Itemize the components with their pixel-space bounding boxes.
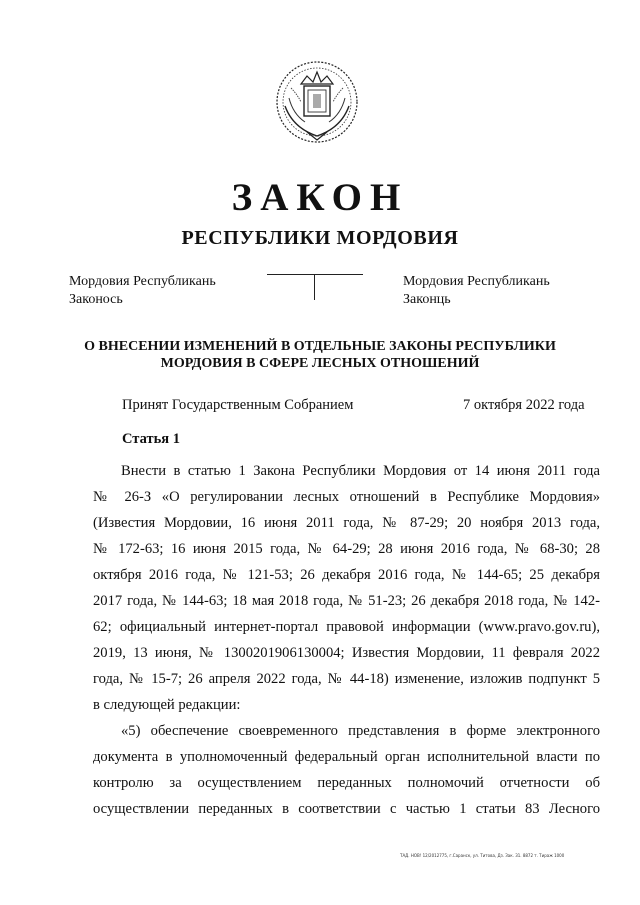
law-title: ЗАКОН bbox=[231, 176, 409, 219]
article-1-paragraph-2 bbox=[93, 718, 600, 822]
mordvin-left-line2: Законось bbox=[69, 292, 123, 307]
mordvin-left-line1: Мордовия Республикань bbox=[69, 274, 216, 289]
law-heading-line2: МОРДОВИЯ В СФЕРЕ ЛЕСНЫХ ОТНОШЕНИЙ bbox=[160, 356, 480, 371]
article-1-body bbox=[93, 458, 600, 822]
text-line: № 26-З «О регулировании лесных отношений в Республике Мордовия» bbox=[93, 489, 600, 505]
text-line: контролю за осуществлением переданных полномочий отчетности об bbox=[93, 775, 600, 791]
text-line: документа в уполномоченный федеральный орган исполнительной власти по bbox=[93, 749, 600, 765]
text-line: 2017 года, № 144-63; 18 мая 2018 года, № 51-23; 26 декабря 2018 года, № 142- bbox=[93, 593, 600, 609]
text-line: 62; официальный интернет-портал правовой информации (www.pravo.gov.ru), bbox=[93, 619, 600, 635]
mordovia-coat-of-arms-icon bbox=[271, 54, 363, 146]
text-line: № 172-63; 16 июня 2015 года, № 64-29; 28 июня 2016 года, № 68-30; 28 bbox=[93, 541, 600, 557]
adopted-by: Принят Государственным Собранием bbox=[122, 397, 354, 413]
text-line: Внести в статью 1 Закона Республики Мордовия от 14 июня 2011 года bbox=[121, 463, 600, 479]
text-line: «5) обеспечение своевременного представления в форме электронного bbox=[121, 723, 600, 739]
mordvin-right-line1: Мордовия Республикань bbox=[403, 274, 550, 289]
mordvin-title-right bbox=[403, 273, 550, 309]
header-divider-vertical bbox=[314, 274, 315, 300]
law-heading-line1: О ВНЕСЕНИИ ИЗМЕНЕНИЙ В ОТДЕЛЬНЫЕ ЗАКОНЫ РЕСПУБЛИКИ bbox=[84, 339, 556, 354]
adopted-date: 7 октября 2022 года bbox=[463, 397, 585, 413]
article-1-heading: Статья 1 bbox=[122, 431, 180, 447]
law-heading bbox=[80, 338, 560, 372]
print-footer-note: ТАД. НОВ! 12/2012775, г.Саранск, ул. Титова, Дз. Зак. 31. 8872 т. Тираж 1000 bbox=[400, 853, 565, 858]
header-divider-horizontal bbox=[267, 274, 363, 275]
text-line: 2019, 13 июня, № 1300201906130004; Известия Мордовии, 11 февраля 2022 bbox=[93, 645, 600, 661]
text-line: осуществлении переданных в соответствии с частью 1 статьи 83 Лесного bbox=[93, 801, 600, 817]
article-1-paragraph-1 bbox=[93, 458, 600, 718]
mordvin-right-line2: Законць bbox=[403, 292, 451, 307]
text-line: года, № 15-7; 26 апреля 2022 года, № 44-18) изменение, изложив подпункт 5 bbox=[93, 671, 600, 687]
text-line: в следующей редакции: bbox=[93, 697, 241, 713]
law-subtitle: РЕСПУБЛИКИ МОРДОВИЯ bbox=[181, 227, 459, 249]
text-line: октября 2016 года, № 121-53; 26 декабря 2016 года, № 144-65; 25 декабря bbox=[93, 567, 600, 583]
text-line: (Известия Мордовии, 16 июня 2011 года, № 87-29; 20 ноября 2013 года, bbox=[93, 515, 600, 531]
mordvin-title-left bbox=[69, 273, 216, 309]
